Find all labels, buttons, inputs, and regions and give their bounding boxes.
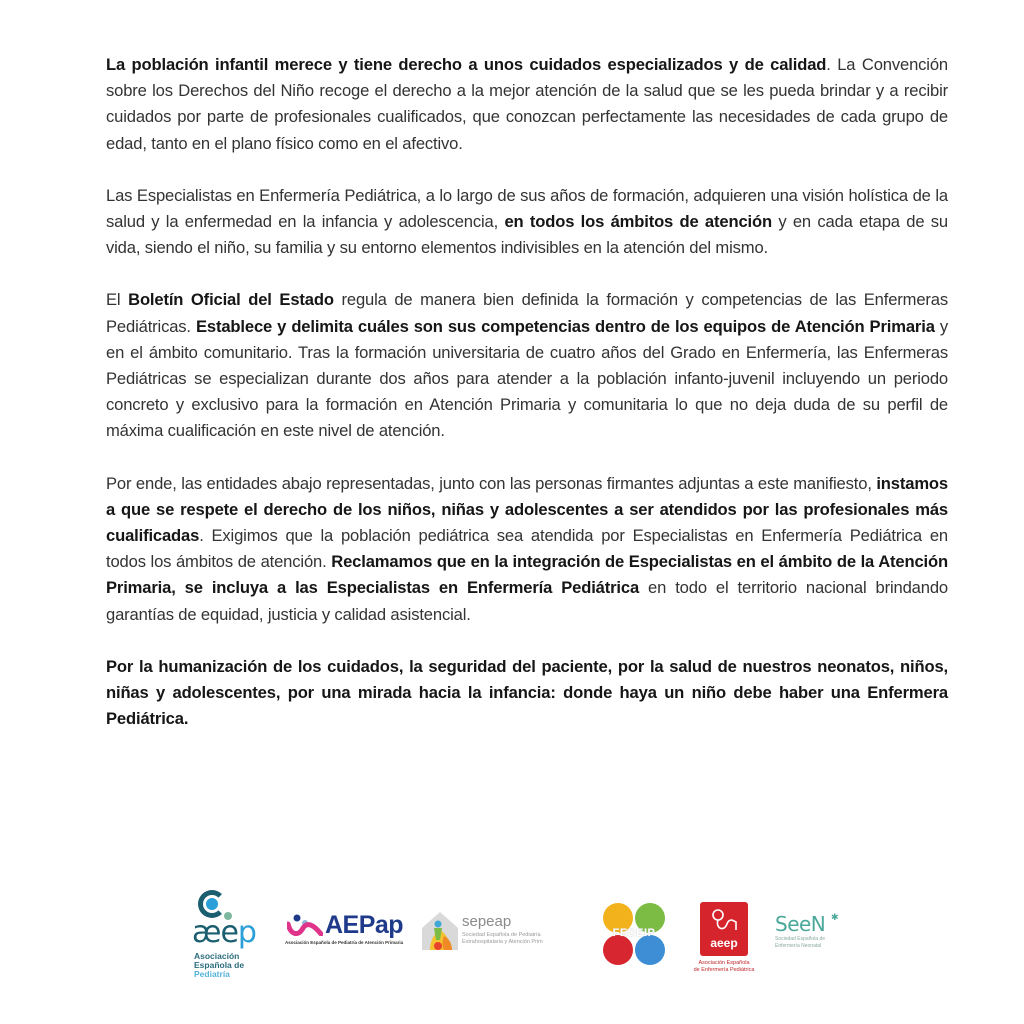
paragraph-3-text-2: regula de manera bien definida la formación y competencias de las Enfermeras Pediátricas. — [106, 290, 949, 336]
paragraph-4-bold-2: Reclamamos que en la integración de Especialistas en el ámbito de la Atención Primaria, se incluya a las Especialistas en Enfermería Pediátrica — [106, 552, 948, 598]
sepeap-subtitle — [462, 932, 543, 946]
paragraph-3-text-3: y en el ámbito comunitario. Tras la formación universitaria de cuatro años del Grado en Enfermería, las Enfermeras Pediátricas se especializan durante dos años para atender a la población infanto-juvenil incluyendo un periodo concreto y exclusivo para la formación en Atención Primaria y comunitaria lo que no deja duda de su perfil de máxima cualificación en este nivel de atención. — [106, 316, 948, 441]
seen-subtitle-line-2: Enfermería Neonatal — [775, 943, 822, 949]
closing-paragraph: Por la humanización de los cuidados, la seguridad del paciente, por la salud de nuestros neonatos, niños, niñas y adolescentes, por una mirada hacia la infancia: donde haya un niño debe haber una Enfermera Pediátrica. — [106, 656, 948, 729]
manifesto-document — [106, 52, 948, 758]
aeep-red-box — [700, 902, 748, 956]
logo-strip — [0, 880, 1024, 990]
paragraph-4-text-1: Por ende, las entidades abajo representadas, junto con las personas firmantes adjuntas a este manifiesto, — [106, 473, 877, 493]
aepap-wordmark: AEPap — [325, 911, 404, 939]
aep-wordmark — [192, 915, 256, 950]
paragraph-2-text-2: y en cada etapa de su vida, siendo el niño, su familia y su entorno elementos indivisibles en la atención del mismo. — [106, 212, 948, 258]
aepap-subtitle: Asociación Española de Pediatría de Atención Primaria — [285, 940, 404, 945]
aep-wordmark-p: p — [237, 915, 256, 950]
seen-star-icon: ✱ — [831, 912, 839, 922]
sepeap-wordmark: sepeap — [462, 913, 512, 930]
paragraph-1 — [106, 52, 948, 157]
fedeip-wordmark: FEDEIP — [612, 927, 656, 939]
aepap-figure-icon — [287, 914, 323, 936]
fedeip-blue-circle-icon — [635, 935, 665, 965]
sepeap-house-icon — [420, 910, 460, 952]
aeep-subtitle — [682, 960, 766, 974]
seen-wordmark: SeeN — [775, 912, 826, 936]
paragraph-1-text-1: . La Convención sobre los Derechos del Niño recoge el derecho a la mejor atención de la salud que se les pueda brindar y a recibir cuidados por parte de profesionales cualificados, que conozcan perfectamente las necesidades de cada grupo de edad, tanto en el plano físico como en el afectivo. — [106, 55, 949, 153]
sepeap-logo — [420, 910, 565, 960]
paragraph-3 — [106, 287, 948, 444]
aep-wordmark-ae: æe — [192, 915, 238, 950]
paragraph-2-bold-1: en todos los ámbitos de atención — [504, 212, 772, 232]
paragraph-4 — [106, 471, 948, 628]
aep-dot-icon — [206, 898, 218, 910]
paragraph-4-text-3: en todo el territorio nacional brindando garantías de equidad, justicia y calidad asistencial. — [106, 578, 948, 624]
aep-subtitle — [194, 952, 264, 979]
aep-logo — [190, 890, 260, 990]
aeep-logo — [690, 900, 770, 980]
paragraph-3-bold-2: Establece y delimita cuáles son sus competencias dentro de los equipos de Atención Primaria — [195, 316, 935, 336]
paragraph-3-text-1: El — [106, 290, 129, 310]
paragraph-2-text-1: Las Especialistas en Enfermería Pediátrica, a lo largo de sus años de formación, adquieren una visión holística de la salud y la enfermedad en la infancia y adolescencia, — [106, 185, 948, 232]
aeep-wordmark: aeep — [710, 936, 738, 950]
aep-subtitle-line-1: Asociación — [194, 951, 240, 961]
aeep-subtitle-line-1: Asociación Española — [698, 960, 750, 966]
sepeap-subtitle-line-2: Extrahospitalaria y Atención Prim — [462, 939, 543, 945]
aepap-logo — [285, 908, 415, 953]
fedeip-logo — [602, 902, 666, 966]
paragraph-4-bold-1: instamos a que se respete el derecho de los niños, niñas y adolescentes a ser atendidos por las profesionales más cualificadas — [106, 473, 948, 546]
paragraph-3-bold-1: Boletín Oficial del Estado — [128, 290, 334, 310]
sepeap-subtitle-line-1: Sociedad Española de Pediatría — [462, 932, 541, 938]
fedeip-red-circle-icon — [603, 935, 633, 965]
seen-subtitle — [775, 936, 825, 950]
paragraph-1-bold-1: La población infantil merece y tiene derecho a unos cuidados especializados y de calidad — [106, 55, 827, 74]
aeep-child-figure-icon — [710, 908, 738, 932]
aep-subtitle-line-2: Española de — [194, 960, 245, 970]
seen-logo — [775, 914, 855, 954]
paragraph-4-text-2: . Exigimos que la población pediátrica sea atendida por Especialistas en Enfermería Pediátrica en todos los ámbitos de atención. — [106, 526, 948, 572]
aep-subtitle-line-3: Pediatría — [194, 969, 230, 979]
paragraph-2 — [106, 183, 948, 262]
seen-subtitle-line-1: Sociedad Española de — [775, 936, 826, 942]
aeep-subtitle-line-2: de Enfermería Pediátrica — [693, 967, 755, 973]
